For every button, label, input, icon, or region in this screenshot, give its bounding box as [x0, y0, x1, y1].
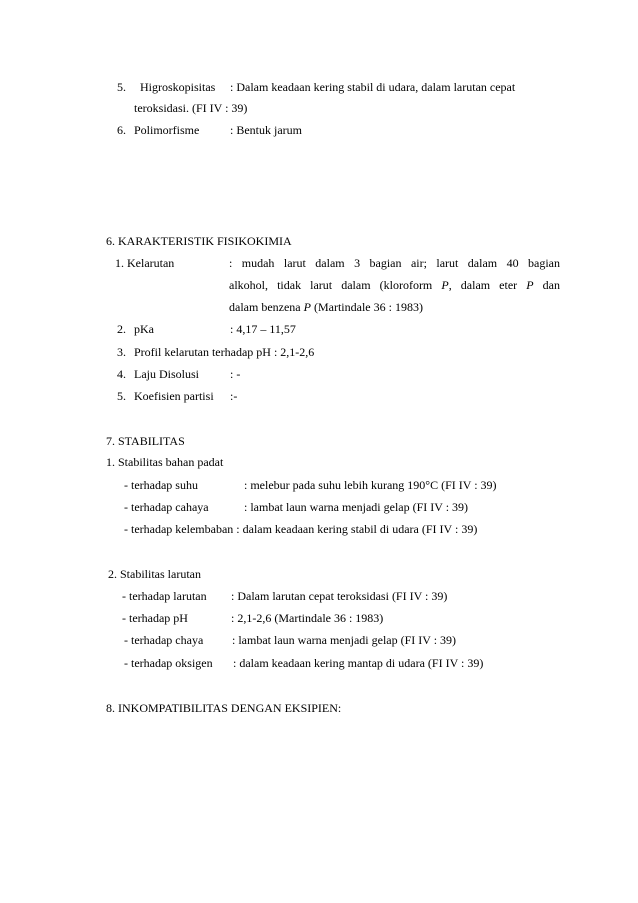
property-value-continued: teroksidasi. (FI IV : 39)	[134, 101, 248, 115]
property-label: pKa	[134, 322, 154, 336]
property-value: : Dalam keadaan kering stabil di udara, dalam larutan cepat	[230, 80, 516, 94]
property-label: - terhadap oksigen	[124, 656, 213, 670]
property-label: - terhadap pH	[122, 611, 188, 625]
item-number: 6.	[117, 123, 126, 137]
property-label: Polimorfisme	[134, 123, 200, 137]
item-number: 2.	[117, 322, 126, 336]
property-label: - terhadap chaya	[124, 633, 204, 647]
property-text: Profil kelarutan terhadap pH : 2,1-2,6	[134, 345, 315, 359]
property-value: : mudah larut dalam 3 bagian air; larut dalam 40 bagian	[229, 256, 560, 270]
property-label: Koefisien partisi	[134, 389, 214, 403]
property-value: : dalam keadaan kering mantap di udara (FI IV : 39)	[233, 656, 484, 670]
property-value: : Dalam larutan cepat teroksidasi (FI IV : 39)	[231, 589, 448, 603]
property-value: : Bentuk jarum	[230, 123, 302, 137]
property-value: : -	[230, 367, 241, 381]
section-heading: 7. STABILITAS	[106, 434, 185, 448]
item-number: 4.	[117, 367, 126, 381]
property-label: - terhadap larutan	[122, 589, 207, 603]
item-number: 3.	[117, 345, 126, 359]
section-heading: 8. INKOMPATIBILITAS DENGAN EKSIPIEN:	[106, 701, 342, 715]
property-label: Higroskopisitas	[140, 80, 216, 94]
property-value: : lambat laun warna menjadi gelap (FI IV : 39)	[244, 500, 469, 514]
property-value: : melebur pada suhu lebih kurang 190°C (FI IV : 39)	[244, 478, 497, 492]
property-value: : lambat laun warna menjadi gelap (FI IV : 39)	[232, 633, 457, 647]
item-number: 5.	[117, 80, 126, 94]
property-value-continued: dalam benzena P (Martindale 36 : 1983)	[229, 300, 423, 314]
subsection-heading: 1. Stabilitas bahan padat	[106, 455, 224, 469]
property-label: 1. Kelarutan	[115, 256, 175, 270]
property-label: - terhadap suhu	[124, 478, 198, 492]
subsection-heading: 2. Stabilitas larutan	[108, 567, 201, 581]
property-value: : 4,17 – 11,57	[230, 322, 296, 336]
property-value: : 2,1-2,6 (Martindale 36 : 1983)	[231, 611, 384, 625]
property-text: - terhadap kelembaban : dalam keadaan kering stabil di udara (FI IV : 39)	[124, 522, 478, 536]
property-label: - terhadap cahaya	[124, 500, 209, 514]
property-value: :-	[230, 389, 238, 403]
item-number: 5.	[117, 389, 126, 403]
section-heading: 6. KARAKTERISTIK FISIKOKIMIA	[106, 234, 292, 248]
property-label: Laju Disolusi	[134, 367, 199, 381]
property-value-continued: alkohol, tidak larut dalam (kloroform P, dalam eter P dan	[229, 278, 560, 292]
